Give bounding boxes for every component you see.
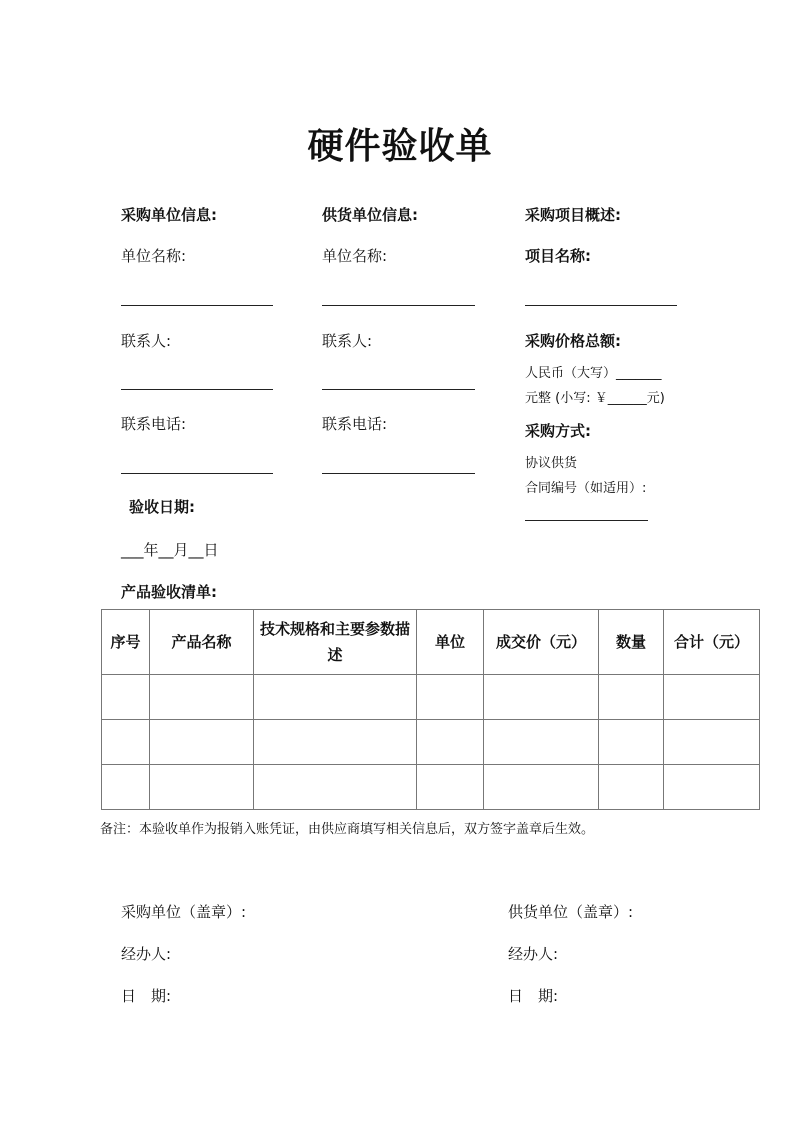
supplier-date-label: 日 期: (508, 987, 559, 1005)
col-header-product: 产品名称 (150, 610, 254, 675)
table-cell[interactable] (484, 675, 599, 720)
acceptance-date-field[interactable]: ___年__月__日 (121, 541, 219, 559)
col-header-quantity: 数量 (599, 610, 664, 675)
table-cell[interactable] (102, 675, 150, 720)
supplier-name-label: 单位名称: (322, 247, 388, 265)
table-cell[interactable] (254, 675, 417, 720)
table-cell[interactable] (599, 675, 664, 720)
supplier-phone-label: 联系电话: (322, 415, 388, 433)
contract-label: 合同编号（如适用）: (525, 481, 647, 496)
table-cell[interactable] (102, 720, 150, 765)
purchaser-date-label: 日 期: (121, 987, 172, 1005)
purchaser-agent-label: 经办人: (121, 945, 172, 963)
col-header-index: 序号 (102, 610, 150, 675)
col-header-price: 成交价（元） (484, 610, 599, 675)
supplier-contact-line[interactable] (322, 389, 475, 390)
table-row (102, 720, 760, 765)
table-cell[interactable] (484, 720, 599, 765)
table-header-row (102, 610, 760, 675)
table-cell[interactable] (150, 720, 254, 765)
table-cell[interactable] (417, 720, 484, 765)
purchaser-contact-label: 联系人: (121, 332, 172, 350)
supplier-phone-line[interactable] (322, 473, 475, 474)
purchaser-name-line[interactable] (121, 305, 273, 306)
table-cell[interactable] (150, 675, 254, 720)
rmb-upper-field[interactable]: 人民币（大写）_______ (525, 366, 662, 381)
table-cell[interactable] (484, 765, 599, 810)
purchaser-phone-label: 联系电话: (121, 415, 187, 433)
project-heading: 采购项目概述: (525, 206, 621, 224)
table-cell[interactable] (599, 720, 664, 765)
table-cell[interactable] (254, 720, 417, 765)
table-row (102, 675, 760, 720)
purchaser-name-label: 单位名称: (121, 247, 187, 265)
supplier-heading: 供货单位信息: (322, 206, 418, 224)
supplier-seal-label: 供货单位（盖章）: (508, 903, 634, 921)
table-cell[interactable] (150, 765, 254, 810)
price-heading: 采购价格总额: (525, 332, 621, 350)
table-cell[interactable] (664, 675, 760, 720)
supplier-name-line[interactable] (322, 305, 475, 306)
method-value: 协议供货 (525, 456, 578, 471)
purchaser-heading: 采购单位信息: (121, 206, 217, 224)
table-cell[interactable] (254, 765, 417, 810)
remark-note: 备注：本验收单作为报销入账凭证，由供应商填写相关信息后，双方签字盖章后生效。 (100, 822, 595, 837)
project-name-line[interactable] (525, 305, 677, 306)
acceptance-date-label: 验收日期: (129, 498, 195, 516)
list-heading: 产品验收清单: (121, 583, 217, 601)
col-header-spec: 技术规格和主要参数描述 (254, 610, 417, 675)
supplier-agent-label: 经办人: (508, 945, 559, 963)
table-cell[interactable] (417, 765, 484, 810)
purchaser-seal-label: 采购单位（盖章）: (121, 903, 247, 921)
table-cell[interactable] (599, 765, 664, 810)
project-name-label: 项目名称: (525, 247, 591, 265)
table-row (102, 765, 760, 810)
document-title: 硬件验收单 (307, 126, 493, 167)
supplier-contact-label: 联系人: (322, 332, 373, 350)
contract-line[interactable] (525, 520, 648, 521)
col-header-unit: 单位 (417, 610, 484, 675)
col-header-total: 合计（元） (664, 610, 760, 675)
rmb-lower-field[interactable]: 元整 (小写: ￥______元) (525, 391, 665, 406)
purchaser-phone-line[interactable] (121, 473, 273, 474)
acceptance-table (101, 609, 760, 810)
purchaser-contact-line[interactable] (121, 389, 273, 390)
table-cell[interactable] (664, 765, 760, 810)
method-heading: 采购方式: (525, 422, 591, 440)
table-cell[interactable] (102, 765, 150, 810)
table-cell[interactable] (417, 675, 484, 720)
table-cell[interactable] (664, 720, 760, 765)
